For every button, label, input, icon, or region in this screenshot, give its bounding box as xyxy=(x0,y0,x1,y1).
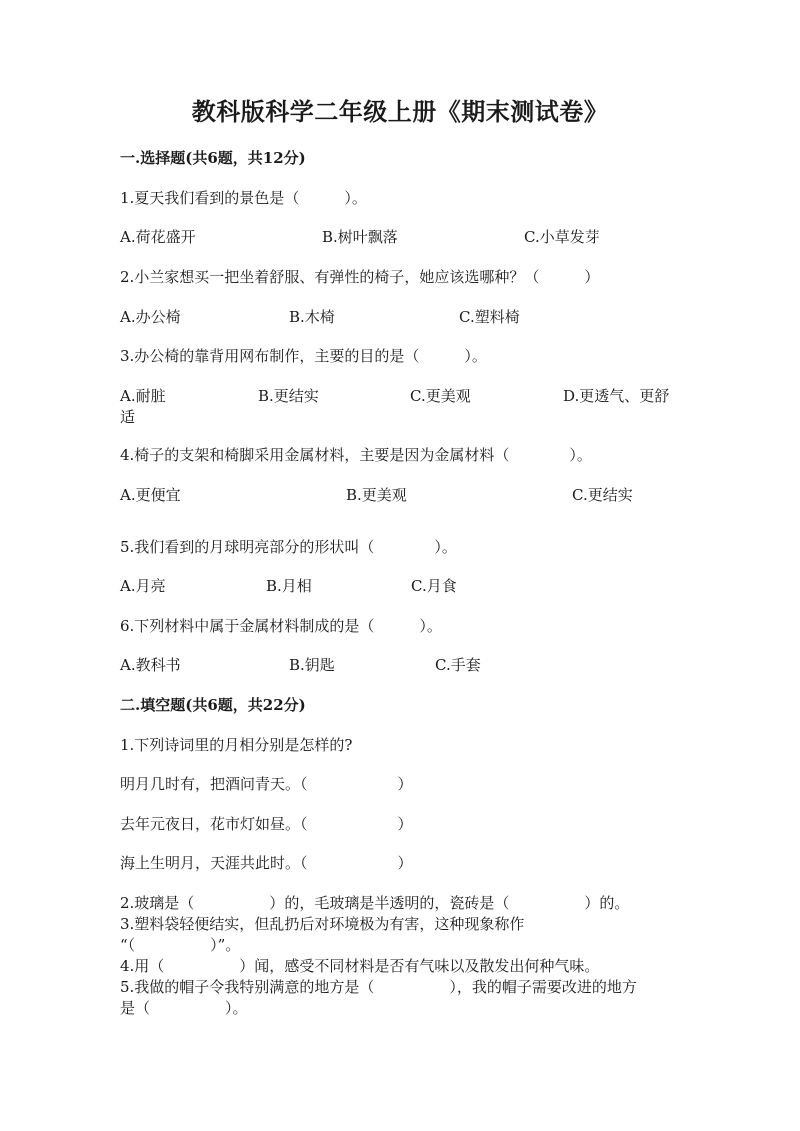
option: A.教科书 xyxy=(120,656,181,674)
option: C.塑料椅 xyxy=(459,308,520,326)
question-stem: 4.椅子的支架和椅脚采用金属材料，主要是因为金属材料（ ）。 xyxy=(120,446,592,464)
fill-line: 是（ ）。 xyxy=(120,999,248,1017)
option: C.更美观 xyxy=(410,387,471,405)
option: B.钥匙 xyxy=(289,656,335,674)
fill-line: 海上生明月，天涯共此时。（ ） xyxy=(120,854,413,872)
option: C.更结实 xyxy=(572,486,633,504)
option: C.月食 xyxy=(411,577,457,595)
option: A.耐脏 xyxy=(120,387,166,405)
question-stem: 3.办公椅的靠背用网布制作，主要的目的是（ ）。 xyxy=(120,347,487,365)
option: A.荷花盛开 xyxy=(120,228,196,246)
option-wrap: 适 xyxy=(120,408,136,426)
option: A.办公椅 xyxy=(120,308,181,326)
fill-question: 3.塑料袋轻便结实，但乱扔后对环境极为有害，这种现象称作 xyxy=(120,915,525,933)
option: A.月亮 xyxy=(120,577,166,595)
option: C.手套 xyxy=(435,656,481,674)
option: B.更结实 xyxy=(258,387,319,405)
option: B.更美观 xyxy=(346,486,407,504)
fill-question: 4.用（ ）闻，感受不同材料是否有气味以及散发出何种气味。 xyxy=(120,957,600,975)
fill-line: “（ ）”。 xyxy=(120,936,241,954)
option: B.月相 xyxy=(266,577,312,595)
fill-question: 2.玻璃是（ ）的，毛玻璃是半透明的，瓷砖是（ ）的。 xyxy=(120,894,630,912)
fill-line: 去年元夜日，花市灯如昼。（ ） xyxy=(120,815,413,833)
option: B.树叶飘落 xyxy=(322,228,398,246)
fill-question: 1.下列诗词里的月相分别是怎样的? xyxy=(120,736,353,754)
fill-question: 5.我做的帽子令我特别满意的地方是（ ），我的帽子需要改进的地方 xyxy=(120,978,637,996)
page-title: 教科版科学二年级上册《期末测试卷》 xyxy=(191,97,609,126)
section-heading-fill: 二.填空题(共6题，共22分) xyxy=(120,696,306,714)
question-stem: 6.下列材料中属于金属材料制成的是（ ）。 xyxy=(120,617,442,635)
option: B.木椅 xyxy=(289,308,335,326)
question-stem: 1.夏天我们看到的景色是（ ）。 xyxy=(120,189,367,207)
question-stem: 2.小兰家想买一把坐着舒服、有弹性的椅子，她应该选哪种？（ ） xyxy=(120,268,600,286)
option: A.更便宜 xyxy=(120,486,181,504)
fill-line: 明月几时有，把酒问青天。（ ） xyxy=(120,775,413,793)
option: C.小草发芽 xyxy=(524,228,600,246)
option: D.更透气、更舒 xyxy=(563,387,670,405)
question-stem: 5.我们看到的月球明亮部分的形状叫（ ）。 xyxy=(120,538,457,556)
section-heading-choice: 一.选择题(共6题，共12分) xyxy=(120,149,306,167)
